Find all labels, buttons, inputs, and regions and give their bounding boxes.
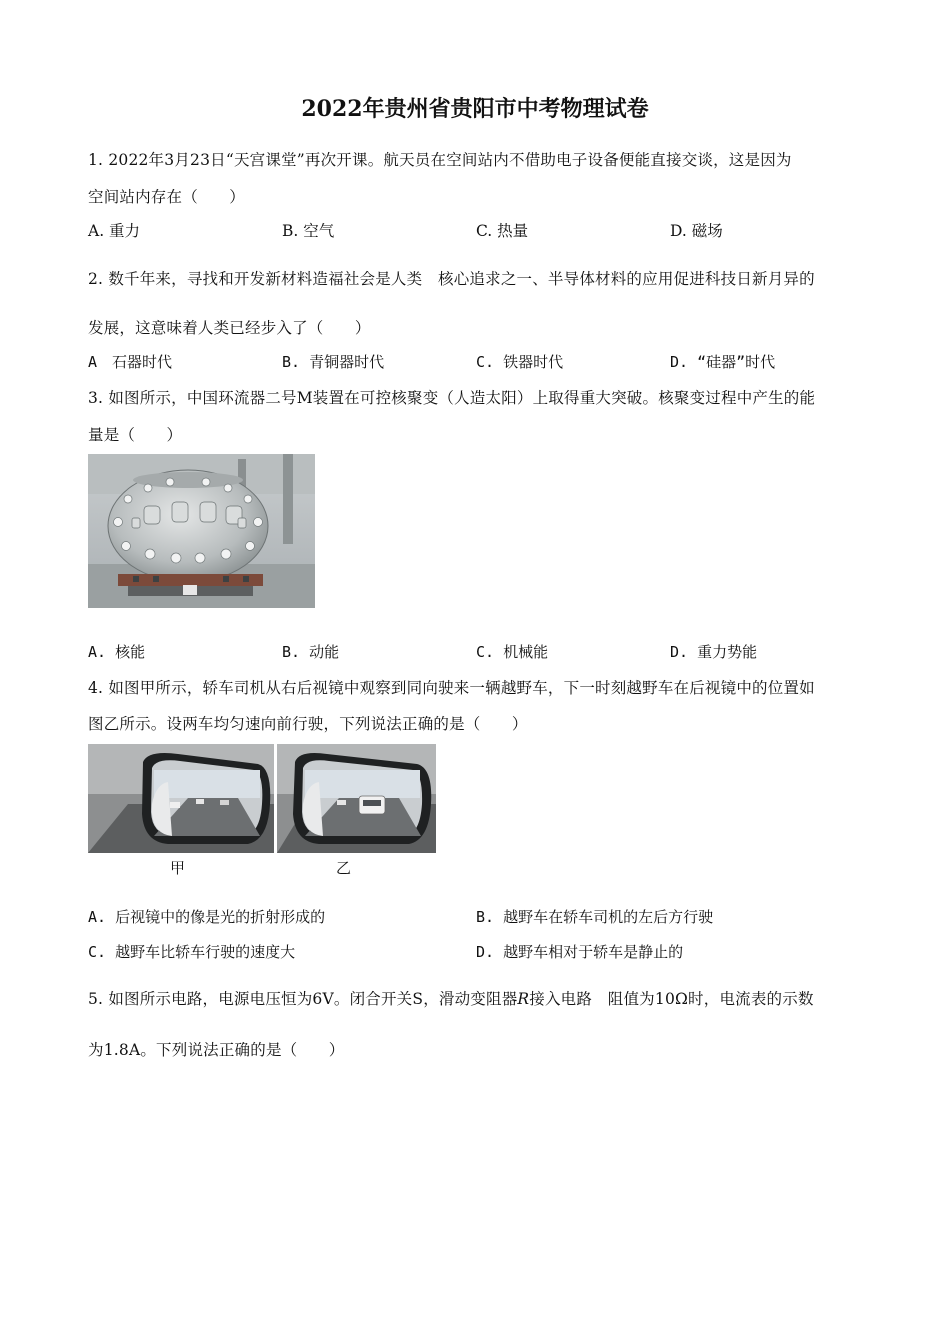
question-1-option-b: B. 空气: [282, 222, 335, 240]
question-1-option-d: D. 磁场: [670, 222, 723, 240]
question-5-text-line2: 为1.8A。下列说法正确的是（ ）: [88, 1041, 345, 1059]
question-2-option-d: D. “硅器”时代: [670, 353, 776, 371]
question-1-option-a: A. 重力: [88, 222, 141, 240]
question-3-option-c: C. 机械能: [476, 643, 549, 661]
question-5-text-part1: 5. 如图所示电路，电源电压恒为6V。闭合开关S，滑动变阻器: [88, 990, 518, 1008]
question-2-text-line2: 发展，这意味着人类已经步入了（ ）: [88, 319, 371, 337]
caption-jia: 甲: [170, 859, 186, 877]
question-4-option-c: C. 越野车比轿车行驶的速度大: [88, 943, 296, 961]
question-2-option-b: B. 青铜器时代: [282, 353, 385, 371]
question-2-text-line1: 2. 数千年来，寻找和开发新材料造福社会是人类 核心追求之一、半导体材料的应用促进科技日新月异的: [88, 270, 815, 288]
mirror-photo-yi: [277, 744, 436, 853]
question-1-text-line2: 空间站内存在（ ）: [88, 188, 246, 206]
question-2-option-a: A 石器时代: [88, 353, 173, 371]
question-3-option-a: A. 核能: [88, 643, 146, 661]
question-1-text-line1: 1. 2022年3月23日“天宫课堂”再次开课。航天员在空间站内不借助电子设备便能直接交谈，这是因为: [88, 151, 792, 169]
question-5-text-line1: [88, 987, 814, 1009]
tokamak-photo: [88, 454, 315, 608]
page-title: 2022年贵州省贵阳市中考物理试卷: [301, 96, 649, 122]
question-3-option-b: B. 动能: [282, 643, 340, 661]
question-2-option-c: C. 铁器时代: [476, 353, 564, 371]
question-3-text-line2: 量是（ ）: [88, 426, 183, 444]
question-3-option-d: D. 重力势能: [670, 643, 758, 661]
question-4-option-d: D. 越野车相对于轿车是静止的: [476, 943, 684, 961]
question-4-text-line2: 图乙所示。设两车均匀速向前行驶，下列说法正确的是（ ）: [88, 715, 528, 733]
question-4-option-b: B. 越野车在轿车司机的左后方行驶: [476, 908, 714, 926]
question-5-variable-r: R: [517, 990, 530, 1008]
caption-yi: 乙: [336, 859, 352, 877]
question-4-option-a: A. 后视镜中的像是光的折射形成的: [88, 908, 326, 926]
question-3-text-line1: 3. 如图所示，中国环流器二号M装置在可控核聚变（人造太阳）上取得重大突破。核聚变过程中产生的能: [88, 389, 816, 407]
mirror-photo-jia: [88, 744, 274, 853]
question-1-option-c: C. 热量: [476, 222, 529, 240]
question-5-text-part2: 接入电路 阻值为10Ω时，电流表的示数: [529, 990, 814, 1008]
question-4-text-line1: 4. 如图甲所示，轿车司机从右后视镜中观察到同向驶来一辆越野车，下一时刻越野车在后视镜中的位置如: [88, 679, 815, 697]
